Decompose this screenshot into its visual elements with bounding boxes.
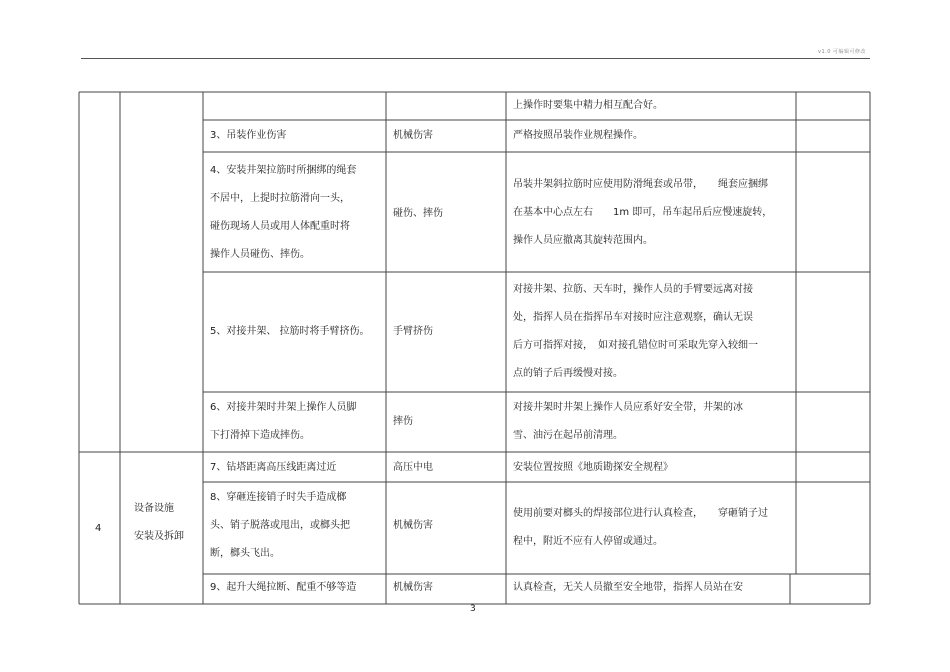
injury-type-cell: 机械伤害 (393, 582, 433, 593)
measure-cell: 安装位置按照《地质勘探安全规程》 (513, 462, 673, 473)
measure-cell: 严格按照吊装作业规程操作。 (513, 130, 643, 141)
injury-type-cell: 摔伤 (393, 416, 413, 427)
injury-type-cell: 高压中电 (393, 462, 433, 473)
measure-cell: 使用前要对榔头的焊接部位进行认真检查， 穿砸销子过 程中，附近不应有人停留或通过。 (513, 508, 768, 547)
page-number: 3 (470, 604, 476, 614)
row-number: 4 (95, 523, 102, 534)
header-rule (81, 58, 870, 59)
measure-cell: 上操作时要集中精力相互配合好。 (513, 100, 663, 111)
hazard-item-cell: 5、对接井架、 拉筋时将手臂挤伤。 (210, 326, 370, 337)
hazard-item-cell: 4、安装井架拉筋时所捆绑的绳套 不居中，上提时拉筋滑向一头， 碰伤现场人员或用人体配重时将 操作人员碰伤、摔伤。 (210, 165, 357, 260)
hazard-item-cell: 7、钻塔距离高压线距离过近 (210, 462, 337, 473)
measure-cell: 对接井架时井架上操作人员应系好安全带，井架的冰 雪、油污在起吊前清理。 (513, 402, 743, 441)
injury-type-cell: 机械伤害 (393, 130, 433, 141)
injury-type-cell: 机械伤害 (393, 520, 433, 531)
hazard-item-cell: 9、起升大绳拉断、配重不够等造 (210, 582, 357, 593)
stage-label: 设备设施 安装及拆卸 (134, 503, 184, 542)
header-version-text: v1.0 可编辑可修改 (817, 49, 866, 55)
measure-cell: 吊装井架斜拉筋时应使用防滑绳套或吊带， 绳套应捆绑 在基本中心点左右 1m 即可，吊车起吊后应慢速旋转， 操作人员应撤离其旋转范围内。 (513, 179, 773, 246)
measure-cell: 对接井架、拉筋、天车时，操作人员的手臂要远离对接 处，指挥人员在指挥吊车对接时应注意观察，确认无误 后方可指挥对接， 如对接孔错位时可采取先穿入较细一 点的销子后再缓慢对接。 (513, 284, 758, 379)
hazard-item-cell: 6、对接井架时井架上操作人员脚 下打滑掉下造成摔伤。 (210, 402, 357, 441)
hazard-item-cell: 8、穿砸连接销子时失手造成榔 头、销子脱落或甩出，或榔头把 断，榔头飞出。 (210, 492, 350, 559)
measure-cell: 认真检查，无关人员撤至安全地带，指挥人员站在安 (513, 582, 743, 593)
injury-type-cell: 手臂挤伤 (393, 326, 433, 337)
hazard-item-cell: 3、吊装作业伤害 (210, 130, 287, 141)
injury-type-cell: 碰伤、摔伤 (393, 208, 443, 219)
